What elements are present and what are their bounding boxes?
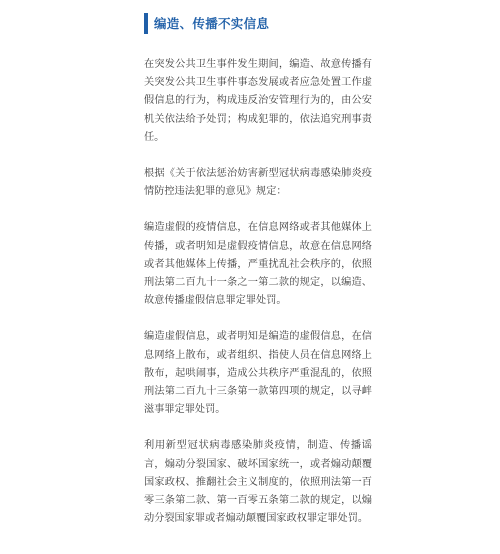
paragraph-article-103: 利用新型冠状病毒感染肺炎疫情，制造、传播谣言，煽动分裂国家、破坏国家统一，或者煽动颠覆国家政权、推翻社会主义制度的，依照刑法第一百零三条第二款、第一百零五条第二款的规定，以煽动分裂国家罪或者煽动颠覆国家政权罪定罪处罚。 (144, 440, 372, 525)
article-content (144, 12, 372, 546)
section-accent-bar (144, 13, 148, 34)
section-header (144, 12, 372, 34)
paragraph-article-293: 编造虚假信息，或者明知是编造的虚假信息，在信息网络上散布，或者组织、指使人员在信息网络上散布，起哄闹事，造成公共秩序严重混乱的，依照刑法第二百九十三条第一款第四项的规定，以寻衅滋事罪定罪处罚。 (144, 331, 372, 416)
paragraph-article-291: 编造虚假的疫情信息，在信息网络或者其他媒体上传播，或者明知是虚假疫情信息，故意在信息网络或者其他媒体上传播，严重扰乱社会秩序的，依照刑法第二百九十一条之一第二款的规定，以编造、故意传播虚假信息罪定罪处罚。 (144, 222, 372, 307)
paragraph-intro: 在突发公共卫生事件发生期间，编造、故意传播有关突发公共卫生事件事态发展或者应急处置工作虚假信息的行为，构成违反治安管理行为的，由公安机关依法给予处罚；构成犯罪的，依法追究刑事责任。 (144, 59, 372, 143)
section-title: 编造、传播不实信息 (154, 16, 270, 31)
paragraph-legal-basis: 根据《关于依法惩治妨害新型冠状病毒感染肺炎疫情防控违法犯罪的意见》规定： (144, 168, 372, 198)
